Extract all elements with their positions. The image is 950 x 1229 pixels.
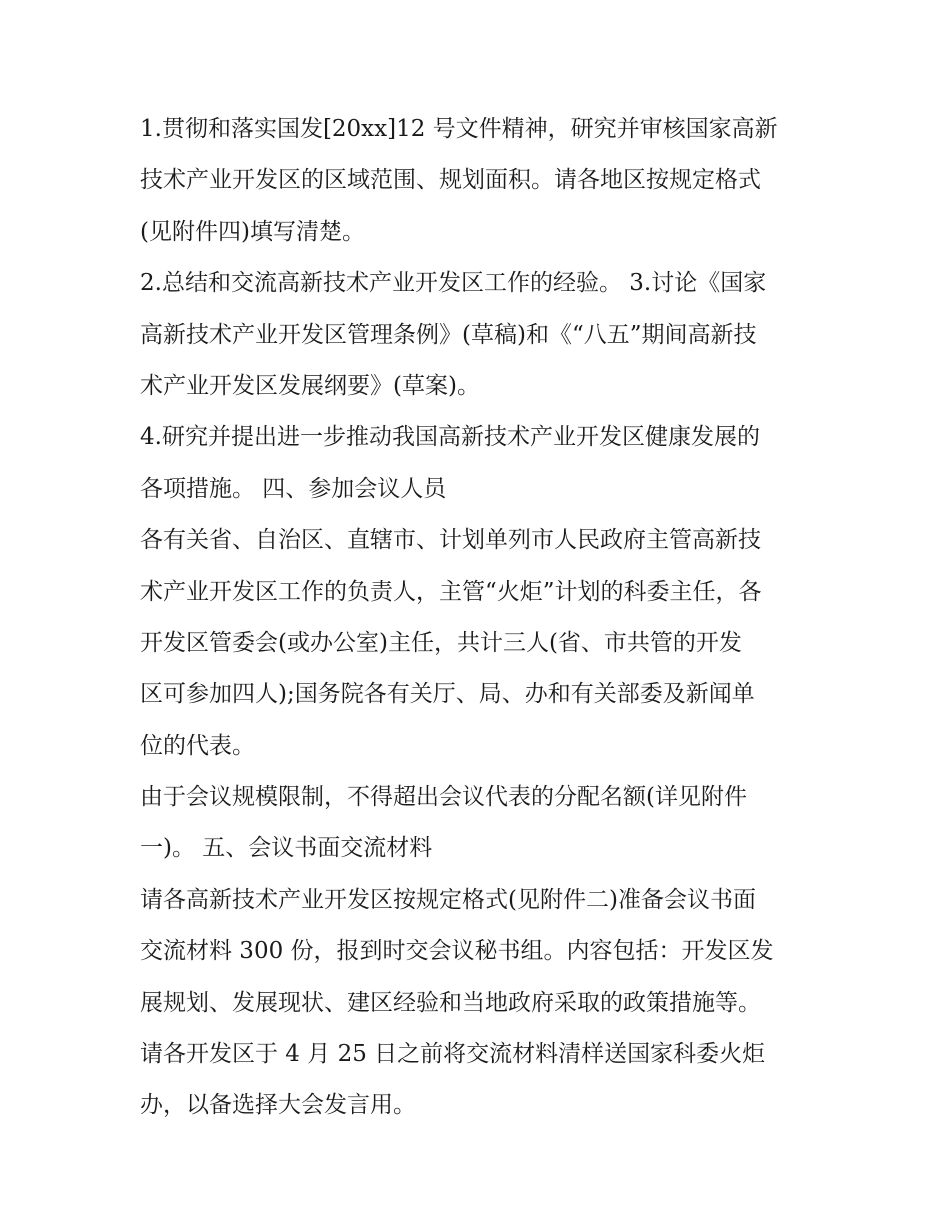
text-line: 请各开发区于 4 月 25 日之前将交流材料清样送国家科委火炬 <box>140 1041 766 1068</box>
text-line: 展规划、发展现状、建区经验和当地政府采取的政策措施等。 <box>140 989 761 1016</box>
text-line: 各项措施。 四、参加会议人员 <box>140 475 447 502</box>
text-line: 交流材料 300 份，报到时交会议秘书组。内容包括：开发区发 <box>140 938 774 965</box>
text-line: 术产业开发区发展纲要》(草案)。 <box>140 372 480 399</box>
text-line: 4.研究并提出进一步推动我国高新技术产业开发区健康发展的 <box>140 424 760 451</box>
text-line: 一)。 五、会议书面交流材料 <box>140 835 433 862</box>
text-line: 高新技术产业开发区管理条例》(草稿)和《“八五”期间高新技 <box>140 321 757 348</box>
text-line: 请各高新技术产业开发区按规定格式(见附件二)准备会议书面 <box>140 886 756 913</box>
text-line: 各有关省、自治区、直辖市、计划单列市人民政府主管高新技 <box>140 527 761 554</box>
text-line: 1.贯彻和落实国发[20xx]12 号文件精神，研究并审核国家高新 <box>140 116 778 142</box>
text-line: 区可参加四人);国务院各有关厅、局、办和有关部委及新闻单 <box>140 681 755 708</box>
document-body <box>140 104 820 1132</box>
text-line: 开发区管委会(或办公室)主任，共计三人(省、市共管的开发 <box>140 629 742 656</box>
text-line: 由于会议规模限制，不得超出会议代表的分配名额(详见附件 <box>140 784 747 811</box>
text-line: 位的代表。 <box>140 732 255 759</box>
text-line: 技术产业开发区的区域范围、规划面积。请各地区按规定格式 <box>140 167 761 194</box>
text-line: 2.总结和交流高新技术产业开发区工作的经验。 3.讨论《国家 <box>140 270 767 297</box>
text-line: (见附件四)填写清楚。 <box>140 218 365 245</box>
text-line: 术产业开发区工作的负责人，主管“火炬”计划的科委主任，各 <box>140 578 762 605</box>
text-line: 办，以备选择大会发言用。 <box>140 1092 416 1119</box>
